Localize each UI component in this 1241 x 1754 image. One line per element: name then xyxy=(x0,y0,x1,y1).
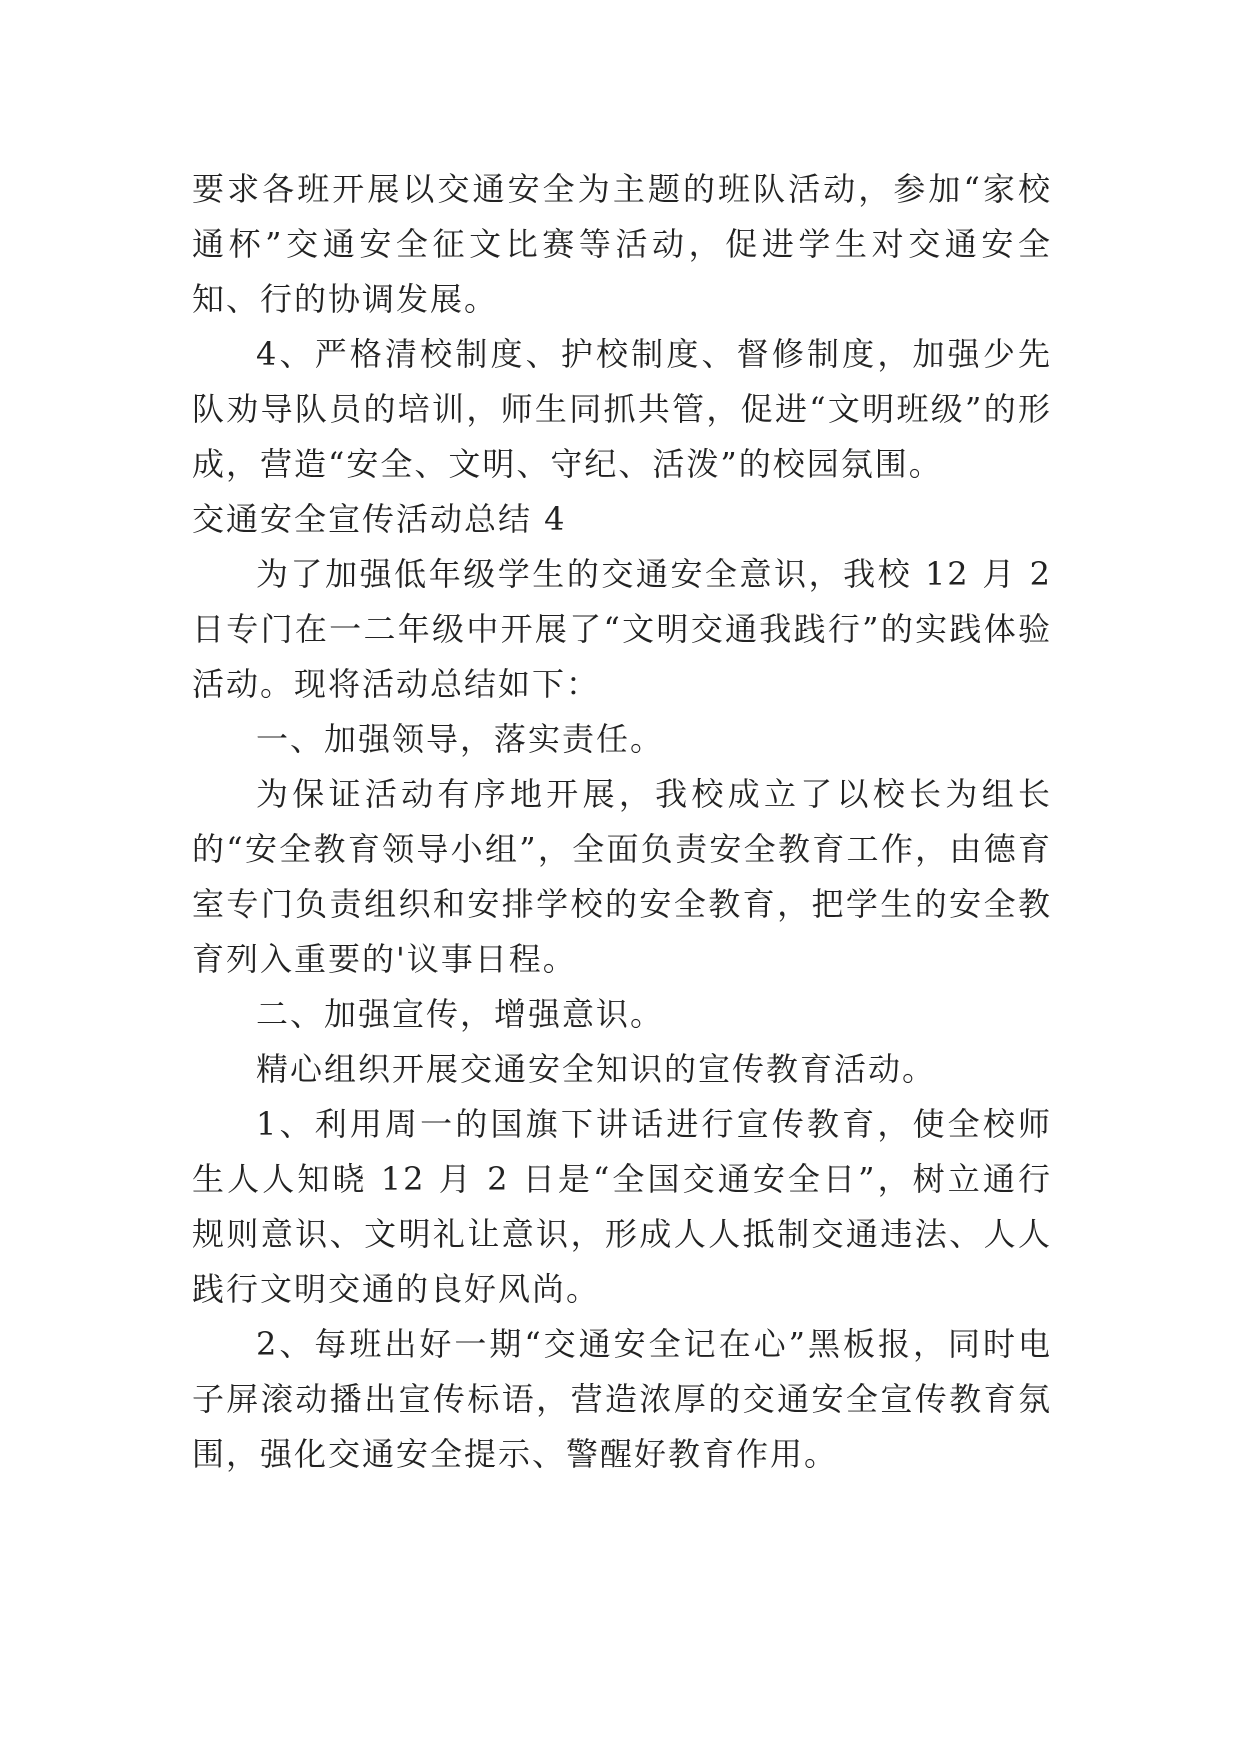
paragraph-intro: 为了加强低年级学生的交通安全意识，我校 12 月 2 日专门在一二年级中开展了“文明交通我践行”的实践体验活动。现将活动总结如下： xyxy=(192,555,1052,703)
paragraph-publicity: 精心组织开展交通安全知识的宣传教育活动。 xyxy=(256,1050,937,1088)
section-heading: 交通安全宣传活动总结 4 xyxy=(192,500,567,538)
paragraph-continued: 要求各班开展以交通安全为主题的班队活动，参加“家校通杯”交通安全征文比赛等活动，促进学生对交通安全知、行的协调发展。 xyxy=(192,170,1052,318)
document-body xyxy=(192,162,1052,1482)
subheading-publicity: 二、加强宣传，增强意识。 xyxy=(256,995,665,1033)
paragraph-item-1: 1、利用周一的国旗下讲话进行宣传教育，使全校师生人人知晓 12 月 2 日是“全国交通安全日”，树立通行规则意识、文明礼让意识，形成人人抵制交通违法、人人践行文明交通的良好风尚。 xyxy=(192,1105,1052,1308)
paragraph-item-4: 4、严格清校制度、护校制度、督修制度，加强少先队劝导队员的培训，师生同抓共管，促进“文明班级”的形成，营造“安全、文明、守纪、活泼”的校园氛围。 xyxy=(192,335,1052,483)
paragraph-leadership: 为保证活动有序地开展，我校成立了以校长为组长的“安全教育领导小组”，全面负责安全教育工作，由德育室专门负责组织和安排学校的安全教育，把学生的安全教育列入重要的'议事日程。 xyxy=(192,775,1052,978)
subheading-leadership: 一、加强领导，落实责任。 xyxy=(256,720,665,758)
paragraph-item-2: 2、每班出好一期“交通安全记在心”黑板报，同时电子屏滚动播出宣传标语，营造浓厚的交通安全宣传教育氛围，强化交通安全提示、警醒好教育作用。 xyxy=(192,1325,1052,1473)
